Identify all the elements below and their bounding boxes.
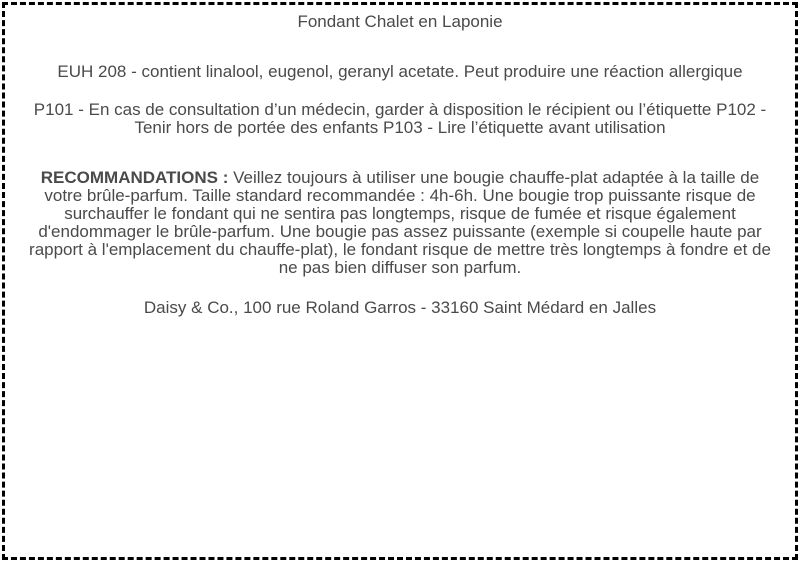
product-title: Fondant Chalet en Laponie [297,12,503,31]
product-label [2,2,798,560]
allergen-warning: EUH 208 - contient linalool, eugenol, geranyl acetate. Peut produire une réaction allergique [57,62,743,81]
recommendations-paragraph [17,169,783,277]
company-address: Daisy & Co., 100 rue Roland Garros - 33160 Saint Médard en Jalles [143,298,657,317]
recommendations-text: Veillez toujours à utiliser une bougie chauffe-plat adaptée à la taille de votre brûle-parfum. Taille standard recommandée : 4h-6h. Une bougie trop puissante risque de surchauffer le fondant qui ne sentira pas longtemps, risque de fumée et risque également d'endommager le brûle-parfum. Une bougie pas assez puissante (exemple si coupelle haute par rapport à l'emplacement du chauffe-plat), le fondant risque de mettre très longtemps à fondre et de ne pas bien diffuser son parfum. [29,168,771,277]
recommendations-heading: RECOMMANDATIONS : [40,168,229,187]
precautionary-statements: P101 - En cas de consultation d’un médecin, garder à disposition le récipient ou l’étiquette P102 - Tenir hors de portée des enfants P103 - Lire l’étiquette avant utilisation [33,100,767,137]
